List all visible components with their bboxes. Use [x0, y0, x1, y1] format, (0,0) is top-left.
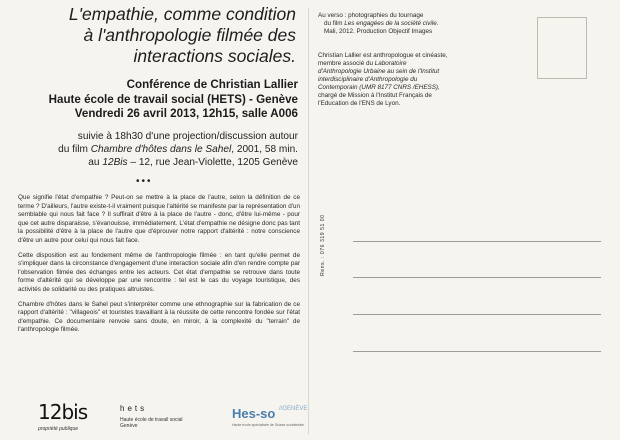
hes-geneve: //GENÈVE: [278, 406, 308, 412]
stamp-box: [537, 17, 587, 79]
bio-line: l'Education de l'ENS de Lyon.: [318, 100, 401, 107]
bio-line: [318, 60, 448, 68]
12bis-tagline: propriété publique: [38, 426, 79, 432]
bio-line: Christian Lallier est anthropologue et cinéaste,: [318, 52, 448, 59]
hes-name-text: Hes-so: [232, 406, 276, 421]
speaker-bio: [318, 52, 448, 108]
hets-sub-line: Genève: [120, 423, 138, 429]
venue-name: 12Bis: [102, 157, 128, 168]
text: du film: [58, 144, 91, 155]
hets-sub-line: Haute école de travail social: [120, 417, 183, 423]
text: .: [436, 20, 439, 27]
event-venue: Haute école de travail social (HETS) - Genève: [48, 92, 298, 106]
hets-subtitle: [120, 417, 183, 429]
bio-line: d'Anthropologie Urbaine au sein de l'Institut: [318, 68, 440, 75]
address-line: [353, 314, 601, 315]
hes-subtitle: Haute école spécialisée de Suisse occidentale: [232, 423, 304, 427]
address-line: [353, 277, 601, 278]
title-line: interactions sociales.: [133, 46, 296, 66]
hets-logo: [120, 404, 183, 429]
separator: •••: [136, 176, 153, 187]
photo-credit: [318, 12, 438, 36]
logos-row: [0, 390, 308, 440]
paragraph: Chambre d'hôtes dans le Sahel peut s'interpréter comme une ethnographie sur la fabrication de ce rapport d'altérité : "villageois" et touristes travaillant à la réussite de cette rencontre fondée sur l'état d'empathie. Ce documentaire renvoie sans doute, en miroir, à la complexité du "terrain" de l'anthropologie filmée.: [18, 300, 300, 334]
title: [14, 4, 296, 67]
screening-line: [14, 143, 298, 156]
event-details: [14, 78, 298, 122]
hets-name: hets: [120, 404, 148, 413]
hes-so-logo: [232, 406, 307, 427]
bio-line: Contemporain (UMR 8177 CNRS /EHESS),: [318, 84, 440, 91]
bio-line: interdisciplinaire d'Anthropologie du: [318, 76, 418, 83]
bio-line: chargé de Mission à l'Institut Français de: [318, 92, 432, 99]
text: du film: [324, 20, 345, 27]
screening-line: [14, 156, 298, 169]
event-speaker: Conférence de Christian Lallier: [126, 78, 298, 91]
credit-line: [318, 20, 438, 28]
contact-phone: Rens. : 076 319 51 00: [320, 214, 326, 276]
screening-info: [14, 130, 298, 169]
text: au: [88, 157, 103, 168]
text: membre associé du: [318, 60, 375, 67]
paragraph: Cette disposition est au fondement même de l'anthropologie filmée : en tant qu'elle permet de s'impliquer dans la circonstance d'engagement d'une interaction sociale afin d'en rendre compte par l'observation filmée des échanges entre les acteurs. Cet état d'empathie se retrouve dans toute forme d'altérité qui se développe par une rencontre : tel est le cas du voyage touristique, des activités de solidarité ou des pratiques altruistes.: [18, 251, 300, 293]
address-line: [353, 351, 601, 352]
body-text: [18, 194, 300, 341]
film-title: Chambre d'hôtes dans le Sahel: [90, 144, 232, 155]
left-panel: [0, 0, 308, 440]
text: – 12, rue Jean-Violette, 1205 Genève: [127, 157, 298, 168]
credit-line: Au verso : photographies du tournage: [318, 12, 424, 19]
center-divider: [308, 8, 309, 434]
hes-name: [232, 406, 307, 421]
12bis-logo: 12bis: [38, 400, 88, 424]
credit-line: Mali, 2012. Production Objectif Images: [324, 28, 433, 35]
title-line: à l'anthropologie filmée des: [83, 25, 296, 45]
screening-line: suivie à 18h30 d'une projection/discussion autour: [77, 131, 298, 142]
text: , 2001, 58 min.: [231, 144, 298, 155]
paragraph: Que signifie l'état d'empathie ? Peut-on se mettre à la place de l'autre, selon la définition de ce terme ? D'ailleurs, l'autre existe-t-il vraiment puisque l'altérité se manifeste par la représentation d'un semblable qui nous fait face ? Il suffirait d'être à la place de l'autre - donc, d'être lui-même - pour que cet autre disparaisse, s'évanouisse, immédiatement. L'état d'empathie ne désigne donc pas tant la possibilité d'être à la place de l'autre que d'éprouver notre rapport d'altérité : notre conscience d'être un autre pour celui qui nous fait face.: [18, 194, 300, 244]
address-line: [353, 241, 601, 242]
title-line: L'empathie, comme condition: [68, 4, 296, 24]
event-date: Vendredi 26 avril 2013, 12h15, salle A006: [74, 107, 298, 120]
film-title: Les engagées de la société civile: [344, 20, 437, 27]
lab-name: Laboratoire: [374, 60, 407, 67]
